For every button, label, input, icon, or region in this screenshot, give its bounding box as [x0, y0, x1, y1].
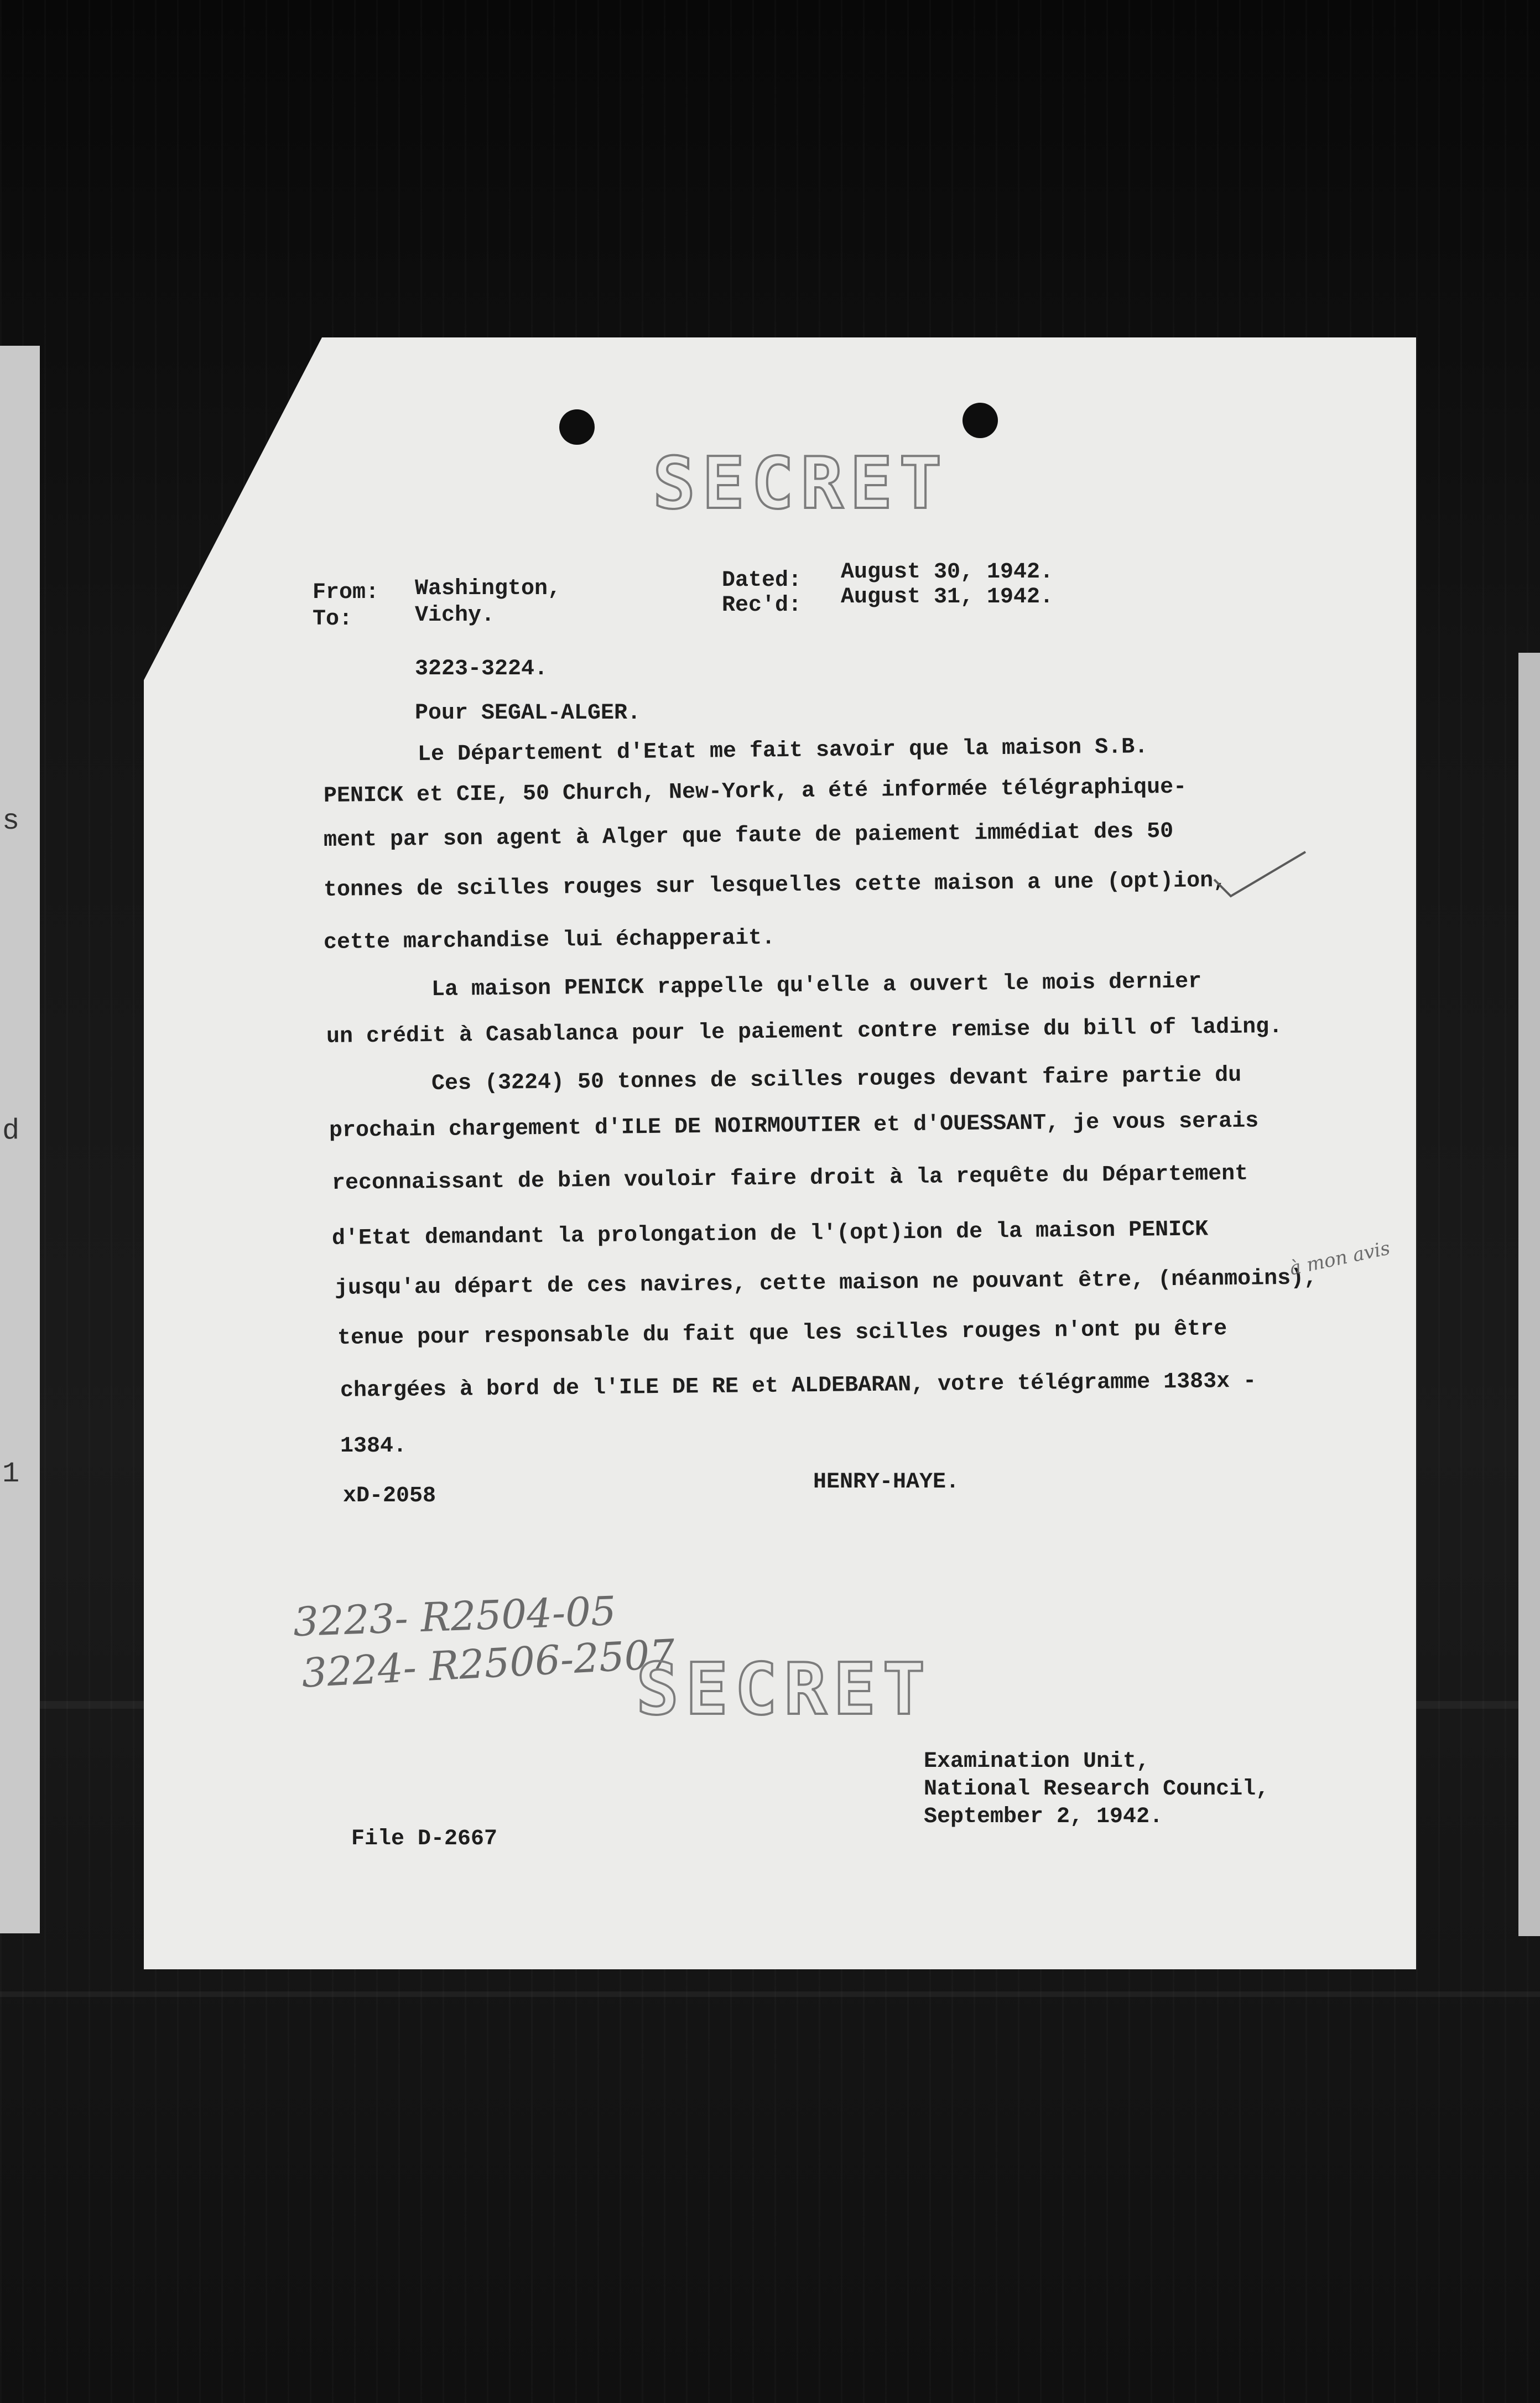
signature: HENRY-HAYE. [813, 1470, 960, 1495]
body-line: cette marchandise lui échapperait. [323, 925, 776, 955]
body-line: Le Département d'Etat me fait savoir que la maison S.B. [417, 735, 1148, 767]
body-line: 1384. [340, 1434, 407, 1459]
secret-stamp-bottom: SECRET [636, 1648, 932, 1731]
body-line: tenue pour responsable du fait que les scilles rouges n'ont pu être [337, 1317, 1227, 1351]
dated-value: August 30, 1942. [841, 560, 1054, 585]
body-line: PENICK et CIE, 50 Church, New-York, a été informée télégraphique- [323, 774, 1187, 809]
handwritten-reference-line: 3224- R2506-2507 [300, 1630, 677, 1697]
adjacent-page-left: s d 1 [0, 346, 40, 1933]
addressee: Pour SEGAL-ALGER. [415, 701, 641, 726]
body-line: prochain chargement d'ILE DE NOIRMOUTIER et d'OUESSANT, je vous serais [329, 1109, 1259, 1143]
received-value: August 31, 1942. [841, 585, 1054, 610]
body-line: un crédit à Casablanca pour le paiement contre remise du bill of lading. [326, 1014, 1283, 1049]
body-line: reconnaissant de bien vouloir faire droit à la requête du Département [331, 1161, 1248, 1196]
footer-unit: Examination Unit, [924, 1749, 1150, 1774]
body-line: Ces (3224) 50 tonnes de scilles rouges devant faire partie du [431, 1063, 1242, 1096]
body-line: jusqu'au départ de ces navires, cette maison ne pouvant être, (néanmoins), [334, 1266, 1318, 1301]
footer-date: September 2, 1942. [924, 1804, 1163, 1829]
from-label: From: [313, 580, 379, 605]
dated-label: Dated: [722, 568, 802, 593]
to-label: To: [313, 607, 353, 632]
body-line: chargées à bord de l'ILE DE RE et ALDEBARAN, votre télégramme 1383x - [340, 1369, 1257, 1403]
secret-stamp-top: SECRET [653, 443, 949, 525]
body-line: tonnes de scilles rouges sur lesquelles cette maison a une (opt)ion, [323, 868, 1227, 903]
from-value: Washington, [415, 576, 561, 601]
to-value: Vichy. [415, 603, 495, 628]
file-number: File D-2667 [351, 1827, 498, 1851]
handwritten-reference-line: 3223- R2504-05 [292, 1587, 617, 1646]
body-line: La maison PENICK rappelle qu'elle a ouvert le mois dernier [431, 969, 1202, 1002]
footnote-reference: xD-2058 [343, 1484, 436, 1509]
footer-council: National Research Council, [924, 1777, 1270, 1802]
body-line: ment par son agent à Alger que faute de paiement immédiat des 50 [323, 819, 1174, 853]
body-line: d'Etat demandant la prolongation de l'(opt)ion de la maison PENICK [331, 1217, 1209, 1251]
handwritten-interlinear-note: à mon avis [1287, 1237, 1392, 1280]
received-label: Rec'd: [722, 593, 802, 618]
message-number: 3223-3224. [415, 657, 548, 682]
